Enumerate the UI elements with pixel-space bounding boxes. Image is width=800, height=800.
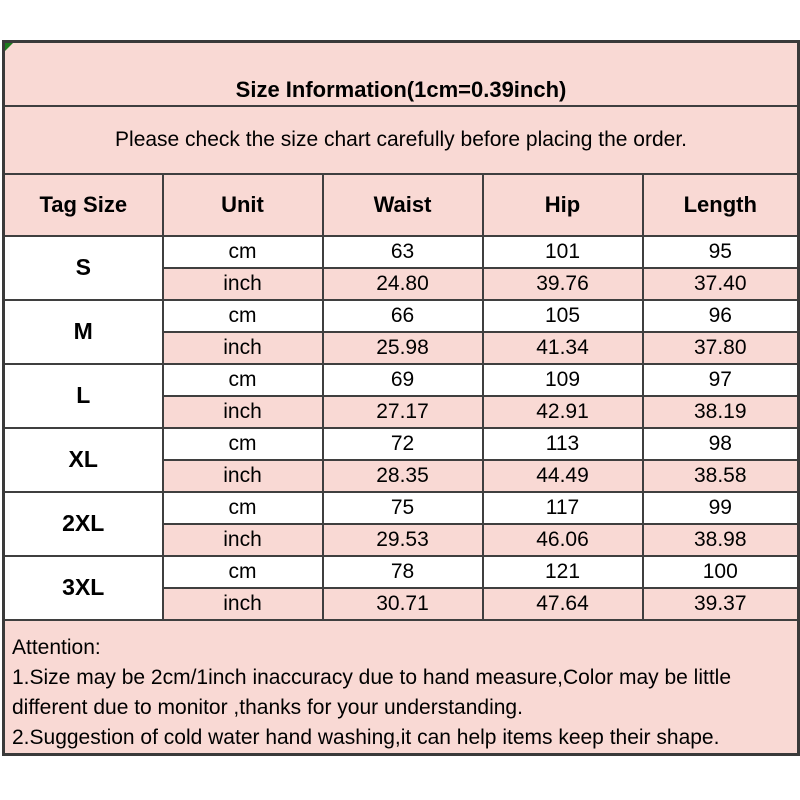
hip-inch-value: 44.49 [483, 460, 643, 492]
unit-cell: inch [163, 460, 323, 492]
hip-inch-value: 47.64 [483, 588, 643, 620]
column-header-tag-size: Tag Size [4, 174, 163, 236]
size-tag-cell: M [4, 300, 163, 364]
unit-cell: cm [163, 236, 323, 268]
size-tag-cell: 2XL [4, 492, 163, 556]
size-chart-sheet [2, 40, 797, 756]
waist-cm-value: 72 [323, 428, 483, 460]
unit-cell: inch [163, 268, 323, 300]
hip-inch-value: 42.91 [483, 396, 643, 428]
size-table [2, 40, 800, 756]
attention-line-3: 2.Suggestion of cold water hand washing,it can help items keep their shape. [12, 725, 720, 749]
length-inch-value: 37.80 [643, 332, 799, 364]
length-cm-value: 98 [643, 428, 799, 460]
column-header-hip: Hip [483, 174, 643, 236]
size-tag-cell: L [4, 364, 163, 428]
hip-cm-value: 113 [483, 428, 643, 460]
hip-cm-value: 109 [483, 364, 643, 396]
table-row [4, 428, 799, 460]
unit-cell: cm [163, 492, 323, 524]
attention-line-1: 1.Size may be 2cm/1inch inaccuracy due to hand measure,Color may be little [12, 665, 732, 689]
unit-cell: inch [163, 332, 323, 364]
table-row [4, 492, 799, 524]
hip-cm-value: 117 [483, 492, 643, 524]
size-tag-cell: 3XL [4, 556, 163, 620]
column-header-unit: Unit [163, 174, 323, 236]
waist-inch-value: 24.80 [323, 268, 483, 300]
hip-cm-value: 105 [483, 300, 643, 332]
waist-inch-value: 25.98 [323, 332, 483, 364]
size-tag-cell: S [4, 236, 163, 300]
length-inch-value: 38.98 [643, 524, 799, 556]
unit-cell: cm [163, 428, 323, 460]
waist-cm-value: 78 [323, 556, 483, 588]
unit-cell: cm [163, 364, 323, 396]
unit-cell: cm [163, 300, 323, 332]
green-corner-triangle-icon [5, 43, 13, 51]
page-title: Size Information(1cm=0.39inch) [4, 42, 799, 106]
unit-cell: inch [163, 524, 323, 556]
waist-cm-value: 75 [323, 492, 483, 524]
table-row [4, 364, 799, 396]
hip-inch-value: 46.06 [483, 524, 643, 556]
length-cm-value: 95 [643, 236, 799, 268]
hip-inch-value: 41.34 [483, 332, 643, 364]
attention-block [4, 620, 799, 755]
waist-cm-value: 69 [323, 364, 483, 396]
hip-cm-value: 121 [483, 556, 643, 588]
length-cm-value: 96 [643, 300, 799, 332]
attention-line-2: different due to monitor ,thanks for your understanding. [12, 695, 523, 719]
unit-cell: cm [163, 556, 323, 588]
table-row [4, 236, 799, 268]
subtitle-note: Please check the size chart carefully before placing the order. [4, 106, 799, 174]
length-inch-value: 39.37 [643, 588, 799, 620]
column-header-length: Length [643, 174, 799, 236]
hip-inch-value: 39.76 [483, 268, 643, 300]
length-cm-value: 99 [643, 492, 799, 524]
waist-cm-value: 66 [323, 300, 483, 332]
waist-inch-value: 30.71 [323, 588, 483, 620]
table-row [4, 556, 799, 588]
attention-heading: Attention: [12, 635, 101, 659]
length-inch-value: 38.58 [643, 460, 799, 492]
size-tag-cell: XL [4, 428, 163, 492]
waist-inch-value: 28.35 [323, 460, 483, 492]
waist-inch-value: 29.53 [323, 524, 483, 556]
hip-cm-value: 101 [483, 236, 643, 268]
table-row [4, 300, 799, 332]
length-cm-value: 97 [643, 364, 799, 396]
waist-inch-value: 27.17 [323, 396, 483, 428]
unit-cell: inch [163, 588, 323, 620]
unit-cell: inch [163, 396, 323, 428]
length-cm-value: 100 [643, 556, 799, 588]
column-header-waist: Waist [323, 174, 483, 236]
waist-cm-value: 63 [323, 236, 483, 268]
length-inch-value: 37.40 [643, 268, 799, 300]
length-inch-value: 38.19 [643, 396, 799, 428]
